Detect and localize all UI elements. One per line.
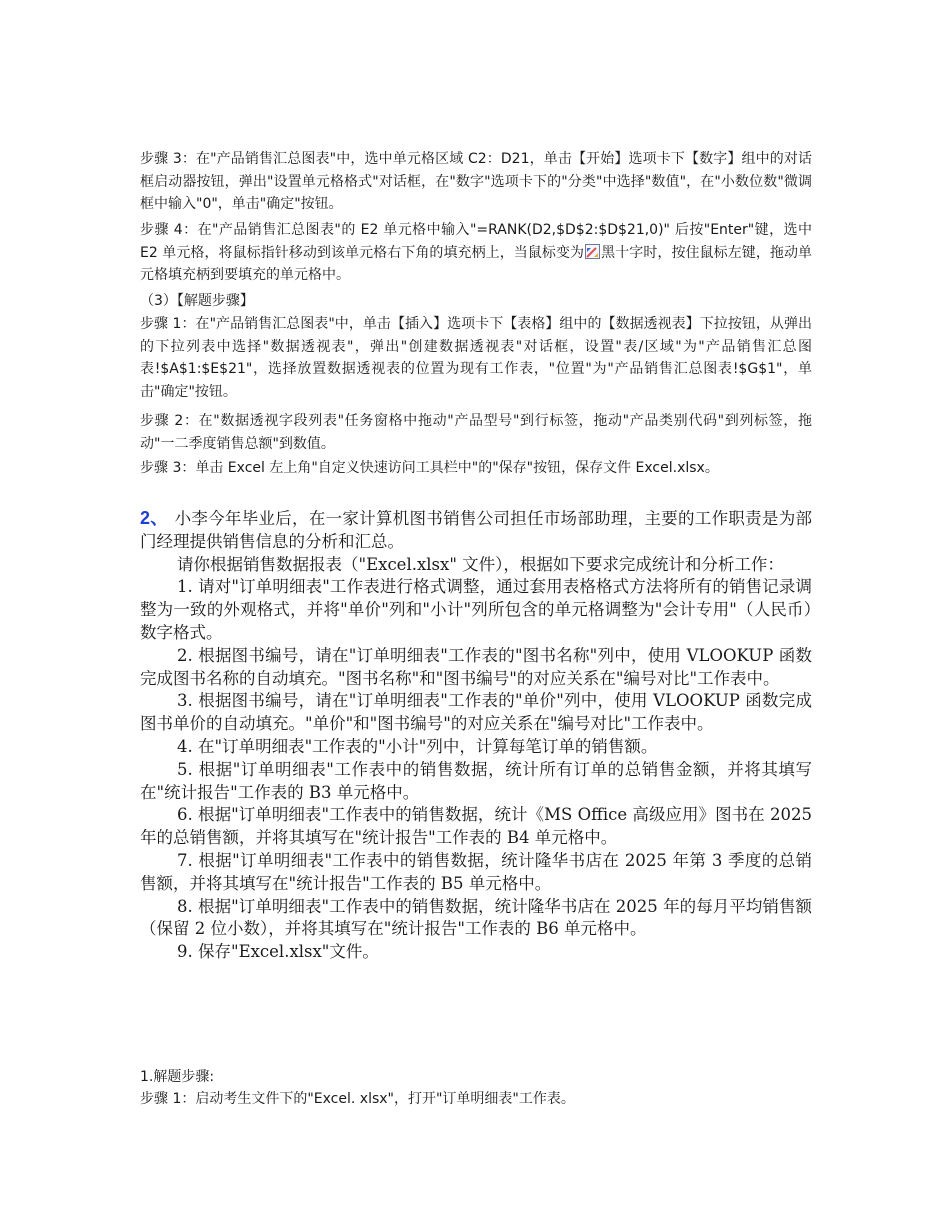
fill-cursor-icon [585, 244, 600, 259]
requirement-item: 1. 请对"订单明细表"工作表进行格式调整，通过套用表格格式方法将所有的销售记录调整为一致的外观格式，并将"单价"列和"小计"列所包含的单元格调整为"会计专用"（人民币）数字格式。 [140, 577, 812, 642]
requirement-item: 8. 根据"订单明细表"工作表中的销售数据，统计隆华书店在 2025 年的每月平均销售额（保留 2 位小数），并将其填写在"统计报告"工作表的 B6 单元格中。 [140, 896, 812, 939]
question-number: 2、 [140, 508, 169, 528]
step4-text-a: 步骤 4：在"产品销售汇总图表"的 E2 单元格中输入"=RANK(D2,$D$2:$D$21,0)" 后按"Enter"键，选中 E2 单元格，将鼠标指针移动到该单元格右下角的填充柄上，当鼠标变为 [140, 222, 812, 261]
requirement-item: 9. 保存"Excel.xlsx"文件。 [177, 942, 379, 962]
section3-title: （3）【解题步骤】 [140, 293, 254, 309]
requirement-item: 4. 在"订单明细表"工作表的"小计"列中，计算每笔订单的销售额。 [177, 736, 658, 756]
requirement-item: 2. 根据图书编号，请在"订单明细表"工作表的"图书名称"列中，使用 VLOOKUP 函数完成图书名称的自动填充。"图书名称"和"图书编号"的对应关系在"编号对比"工作表中。 [140, 645, 812, 688]
requirement-item: 6. 根据"订单明细表"工作表中的销售数据，统计《MS Office 高级应用》图书在 2025 年的总销售额，并将其填写在"统计报告"工作表的 B4 单元格中。 [140, 805, 812, 848]
intro-text: 小李今年毕业后，在一家计算机图书销售公司担任市场部助理，主要的工作职责是为部门经理提供销售信息的分析和汇总。 [140, 509, 812, 551]
solution-step1: 步骤 1：启动考生文件下的"Excel. xlsx"，打开"订单明细表"工作表。 [140, 1091, 575, 1107]
section3-step2: 步骤 2：在"数据透视字段列表"任务窗格中拖动"产品型号"到行标签，拖动"产品类别代码"到列标签，拖动"一二季度销售总额"到数值。 [140, 413, 812, 452]
step4-text-b: 黑十字时，按住鼠标左键，拖动单元格填充柄到要填充的单元格中。 [140, 244, 813, 283]
section3-step3: 步骤 3：单击 Excel 左上角"自定义快速访问工具栏中"的"保存"按钮，保存文件 Excel.xlsx。 [140, 460, 719, 476]
requirement-item: 3. 根据图书编号，请在"订单明细表"工作表的"单价"列中，使用 VLOOKUP 函数完成图书单价的自动填充。"单价"和"图书编号"的对应关系在"编号对比"工作表中。 [140, 691, 812, 734]
requirement-item: 7. 根据"订单明细表"工作表中的销售数据，统计隆华书店在 2025 年第 3 季度的总销售额，并将其填写在"统计报告"工作表的 B5 单元格中。 [140, 850, 812, 893]
step3-paragraph: 步骤 3：在"产品销售汇总图表"中，选中单元格区域 C2：D21，单击【开始】选项卡下【数字】组中的对话框启动器按钮，弹出"设置单元格格式"对话框，在"数字"选项卡下的"分类"中选择"数值"，在"小数位数"微调框中输入"0"，单击"确定"按钮。 [140, 151, 812, 212]
request-paragraph: 请你根据销售数据报表（"Excel.xlsx" 文件），根据如下要求完成统计和分析工作： [177, 554, 784, 574]
solution-title: 1.解题步骤: [140, 1069, 215, 1085]
section3-step1: 步骤 1：在"产品销售汇总图表"中，单击【插入】选项卡下【表格】组中的【数据透视表】下拉按钮，从弹出的下拉列表中选择"数据透视表"，弹出"创建数据透视表"对话框，设置"表/区域"为"产品销售汇总图表!$A$1:$E$21"，选择放置数据透视表的位置为现有工作表，"位置"为"产品销售汇总图表!$G$1"，单击"确定"按钮。 [140, 316, 812, 400]
step4-paragraph [140, 219, 812, 287]
requirement-item: 5. 根据"订单明细表"工作表中的销售数据，统计所有订单的总销售金额，并将其填写在"统计报告"工作表的 B3 单元格中。 [140, 759, 812, 802]
question-2 [140, 507, 812, 964]
question-2-intro [140, 507, 812, 554]
